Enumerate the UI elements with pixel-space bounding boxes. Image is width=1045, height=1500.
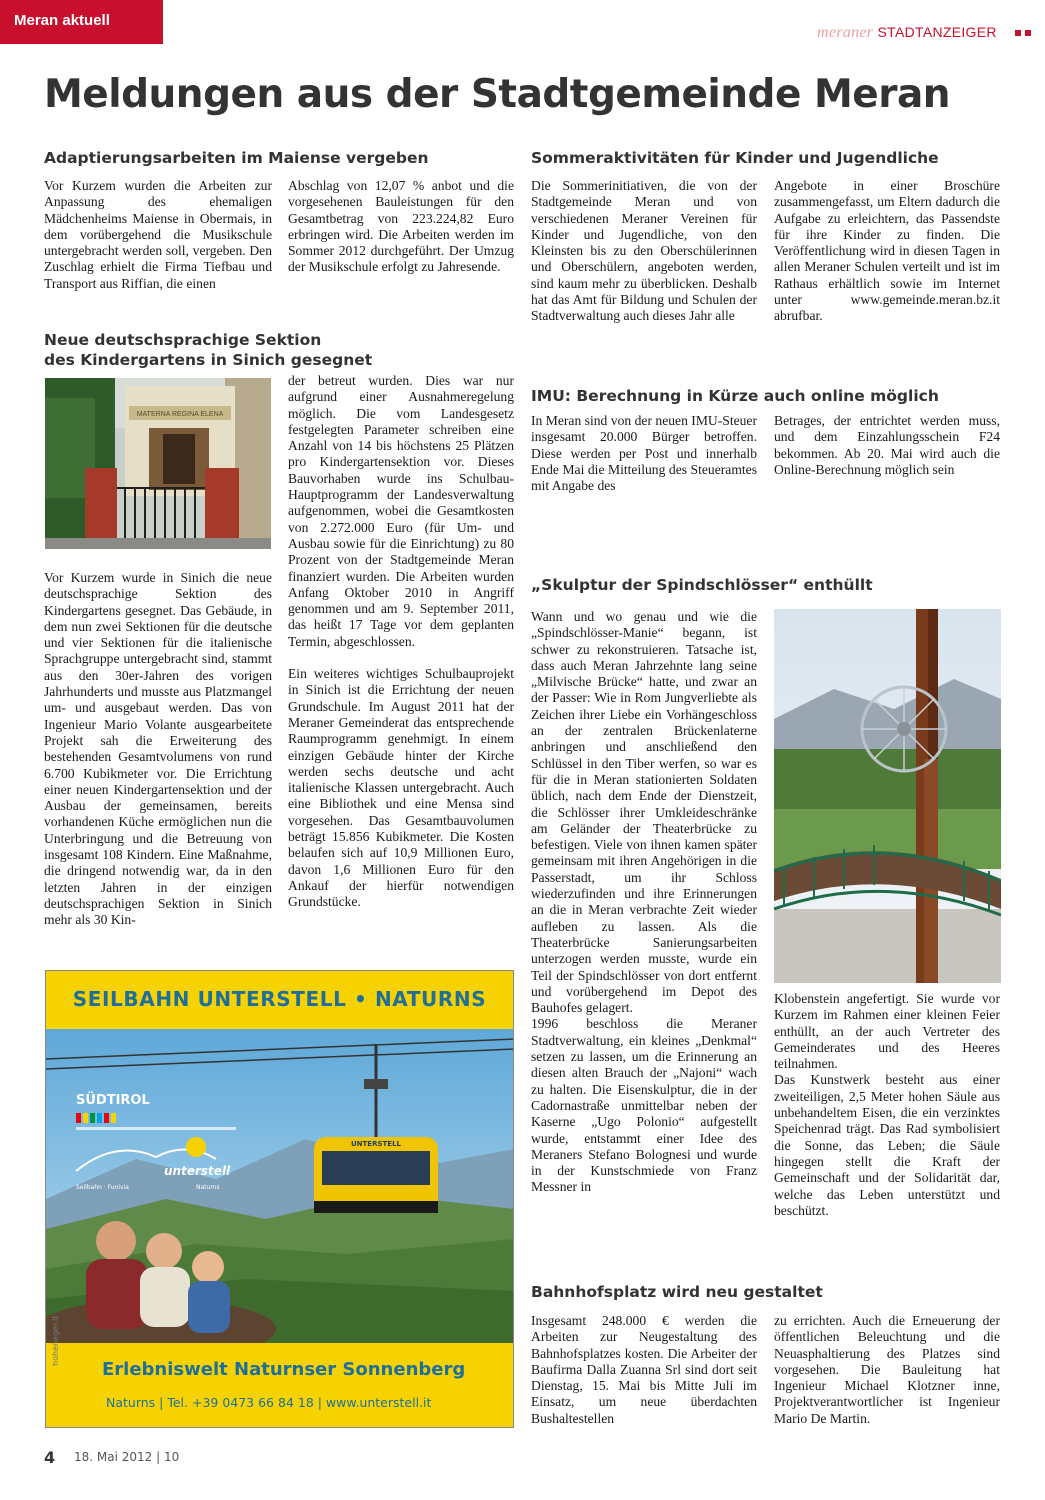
skulptur-photo-svg [774,609,1001,983]
skulptur-col2: Klobenstein angefertigt. Sie wurde vor Kurzem im Rahmen einer kleinen Feier enthüllt, an der auch Vertreter des Gemeinderates und des Heeres teilnahmen. Das Kunstwerk besteht aus einer zweiteiligen, 2,5 Meter hohen Säule aus unbehandeltem Eisen, die ein verzinktes Speichenrad trägt. Das Rad symbolisiert die Sonne, das Leben; die Säule hingegen stellt die Kraft der Gemeinschaft und der Solidarität dar, welche das Leben unterstützt und beschützt. [774,991,1000,1218]
masthead [817,24,1031,42]
ad-image [46,1029,514,1343]
ad-seilbahn[interactable] [45,970,514,1428]
heading-bahnhof: Bahnhofsplatz wird neu gestaltet [531,1283,823,1301]
ad-slogan: Erlebniswelt Naturnser Sonnenberg [102,1359,466,1380]
ad-gondola-label: UNTERSTELL [350,1140,402,1148]
kindergarten-col1: Vor Kurzem wurde in Sinich die neue deutschsprachige Sektion des Kindergartens gesegnet. Das Gebäude, in dem nun zwei Sektionen für die deutsche und vier Sektionen für die italienische Sprachgruppe untergebracht sind, stammt aus den 30er-Jahren des vorigen Jahrhunderts und musste aus Platzmangel um- und ausgebaut werden. Das von Ingenieur Mario Volante ausgearbeitete Projekt sah die Erweiterung des bestehenden Gesamtvolumens von rund 6.700 Kubikmeter vor. Die Errichtung einer neuen Kindergartensektion und der Ausbau der gemeinsamen, bereits vorhandenen Küche ermöglichen nun die Unterbringung und die Betreuung von insgesamt 108 Kindern. Eine Maßnahme, die dringend notwendig war, da in den letzten Jahren in der einzigen deutschsprachigen Sektion in Sinich mehr als 30 Kin- [44,570,272,928]
ad-credit: hoheneger.it [51,1315,60,1366]
maiense-col1: Vor Kurzem wurden die Arbeiten zur Anpassung des ehemaligen Mädchenheims Maiense in Obermais, in dem vorübergehend die Musikschule untergebracht werden soll, vergeben. Den Zuschlag erhielt die Firma Tiefbau und Transport aus Riffian, die einen [44,178,272,291]
heading-sommer: Sommeraktivitäten für Kinder und Jugendliche [531,149,939,167]
page-title: Meldungen aus der Stadtgemeinde Meran [44,72,951,117]
skulptur-photo [774,609,1001,983]
heading-maiense: Adaptierungsarbeiten im Maiense vergeben [44,149,429,167]
ad-headline: SEILBAHN UNTERSTELL • NATURNS [72,987,487,1011]
maiense-col2: Abschlag von 12,07 % anbot und die vorgesehenen Bauleistungen für den Gesamtbetrag von 223.224,82 Euro erbringen wird. Die Arbeiten werden im Sommer 2012 durchgeführt. Der Umzug der Musikschule erfolgt zu Jahresende. [288,178,514,275]
kindergarten-col2: der betreut wurden. Dies war nur aufgrund einer Ausnahmeregelung möglich. Die vom Landesgesetz festgelegten Parameter schreiben eine Anzahl von 14 bis höchstens 25 Plätzen pro Kindergartensektion vor. Dieses Bauvorhaben wurde ins Schulbau-Hauptprogramm der Landesverwaltung aufgenommen, wobei die Gesamtkosten von 2.272.000 Euro (für Um- und Ausbau sowie für die Einrichtung) zu 80 Prozent von der Stadtgemeinde Meran finanziert wurden. Die Arbeiten wurden Anfang Oktober 2010 in Angriff genommen und am 9. September 2011, das heißt 17 Tage vor dem geplanten Termin, abgeschlossen. Ein weiteres wichtiges Schulbauprojekt in Sinich ist die Errichtung der neuen Grundschule. Im August 2011 hat der Meraner Gemeinderat das entsprechende Raumprogramm genehmigt. In einem einzigen Gebäude hinter der Kirche werden sechs deutsche und acht italienische Klassen untergebracht. Auch eine Bibliothek und eine Mensa sind vorgesehen. Das Gesamtbauvolumen beträgt 15.856 Kubikmeter. Die Kosten belaufen sich auf 10,9 Millionen Euro, davon 1,6 Millionen Euro für den Ankauf der hierfür notwendigen Grundstücke. [288,373,514,910]
page-number: 4 [44,1448,56,1467]
heading-kindergarten-line2: des Kindergartens in Sinich gesegnet [44,351,373,369]
issue-date: 18. Mai 2012 | 10 [74,1450,180,1464]
masthead-dots [1011,24,1031,40]
bahnhof-col1: Insgesamt 248.000 € werden die Arbeiten zur Neugestaltung des Bahnhofsplatzes kosten. Die Arbeiter der Baufirma Dalla Zuanna Srl sind dort seit Dienstag, 15. Mai bis Mitte Juli im Einsatz, um neue überdachten Bushaltestellen [531,1313,757,1426]
imu-col2: Betrages, der entrichtet werden muss, und dem Einzahlungsschein F24 bekommen. Ab 20. Mai wird auch die Online-Berechnung möglich sein [774,413,1000,477]
sommer-col2: Angebote in einer Broschüre zusammengefasst, um Eltern dadurch die Aufgabe zu erleichtern, das Passendste für ihre Kinder zu finden. Die Veröffentlichung wird in diesen Tagen in allen Meraner Schulen verteilt und ist im Rathaus erhältlich sowie im Internet unter www.gemeinde.meran.bz.it abrufbar. [774,178,1000,324]
imu-col1: In Meran sind von der neuen IMU-Steuer insgesamt 20.000 Bürger betroffen. Diese werden per Post und innerhalb Ende Mai die Mitteilung des Steueramtes mit Angabe des [531,413,757,494]
ad-brand: SÜDTIROL [76,1093,150,1108]
sommer-col1: Die Sommerinitiativen, die von der Stadtgemeinde Meran und von verschiedenen Meraner Vereinen für Kinder und Jugendliche, von den Kleinsten bis zu den Oberschülerinnen und Oberschülern, angeboten werden, sind kaum mehr zu überblicken. Deshalb hat das Amt für Bildung und Schulen der Stadtverwaltung auch dieses Jahr alle [531,178,757,324]
ad-logo-place: Naturns [196,1184,220,1191]
heading-imu: IMU: Berechnung in Kürze auch online möglich [531,387,939,405]
kindergarten-photo [45,378,271,549]
ad-logo-name: unterstell [164,1164,231,1178]
skulptur-col1: Wann und wo genau und wie die „Spindschlösser-Manie“ begann, ist schwer zu rekonstruieren. Tatsache ist, dass auch Meran Jahrzehnte lang seine „Milvische Brücke“ hatte, und zwar an der Passer: Wie in Rom Jungverliebte als Zeichen ihrer Liebe ein Vorhängeschloss an der zentralen Brückenlaterne anbringen und anschließend den Schlüssel in den Tiber werfen, so war es für die in Meran stationierten Soldaten üblich, nach dem Ende der Dienstzeit, die Schlösser ihrer Umkleideschränke am Geländer der Theaterbrücke zu befestigen. Viele von ihnen kamen später gemeinsam mit ihren Angehörigen in die Passerstadt, um ihr Schloss wiederzufinden und ihre Erinnerungen an die in Meran verbrachte Zeit wieder aufleben zu lassen. Als die Theaterbrücke Sanierungsarbeiten unterzogen werden musste, wurde ein Teil der Spindschlösser von dort entfernt und vorübergehend im Depot des Bauhofes gelagert. 1996 beschloss die Meraner Stadtverwaltung, ein kleines „Denkmal“ setzen zu lassen, um die Erinnerung an diesen alten Brauch der „Najoni“ wach zu halten. Die Eisenskulptur, die in der Cadornastraße unmittelbar neben der Kaserne „Ugo Polonio“ aufgestellt wurde, entstammt einer Idee des Meraners Stefano Bolognesi und wurde in der Kunstschmiede von Franz Messner in [531,609,757,1195]
bahnhof-col2: zu errichten. Auch die Erneuerung der öffentlichen Beleuchtung und die Neuasphaltierung des Platzes sind vorgesehen. Die Bauleitung hat Ingenieur Michael Klotzner inne, Projektverantwortlicher ist Ingenieur Mario De Martin. [774,1313,1000,1426]
ad-bottom-band [46,1343,513,1428]
masthead-stadtanzeiger: STADTANZEIGER [877,24,997,40]
heading-kindergarten [44,330,372,370]
heading-kindergarten-line1: Neue deutschsprachige Sektion [44,331,322,349]
ad-contact[interactable]: Naturns | Tel. +39 0473 66 84 18 | www.unterstell.it [106,1395,432,1410]
masthead-meraner: meraner [817,24,874,41]
kindergarten-photo-svg [45,378,271,549]
ad-logo-sub: Seilbahn · Funivia [76,1184,129,1191]
kindergarten-sign: MATERNA REGINA ELENA [136,411,224,418]
heading-skulptur: „Skulptur der Spindschlösser“ enthüllt [531,576,873,594]
section-tag: Meran aktuell [0,0,163,44]
